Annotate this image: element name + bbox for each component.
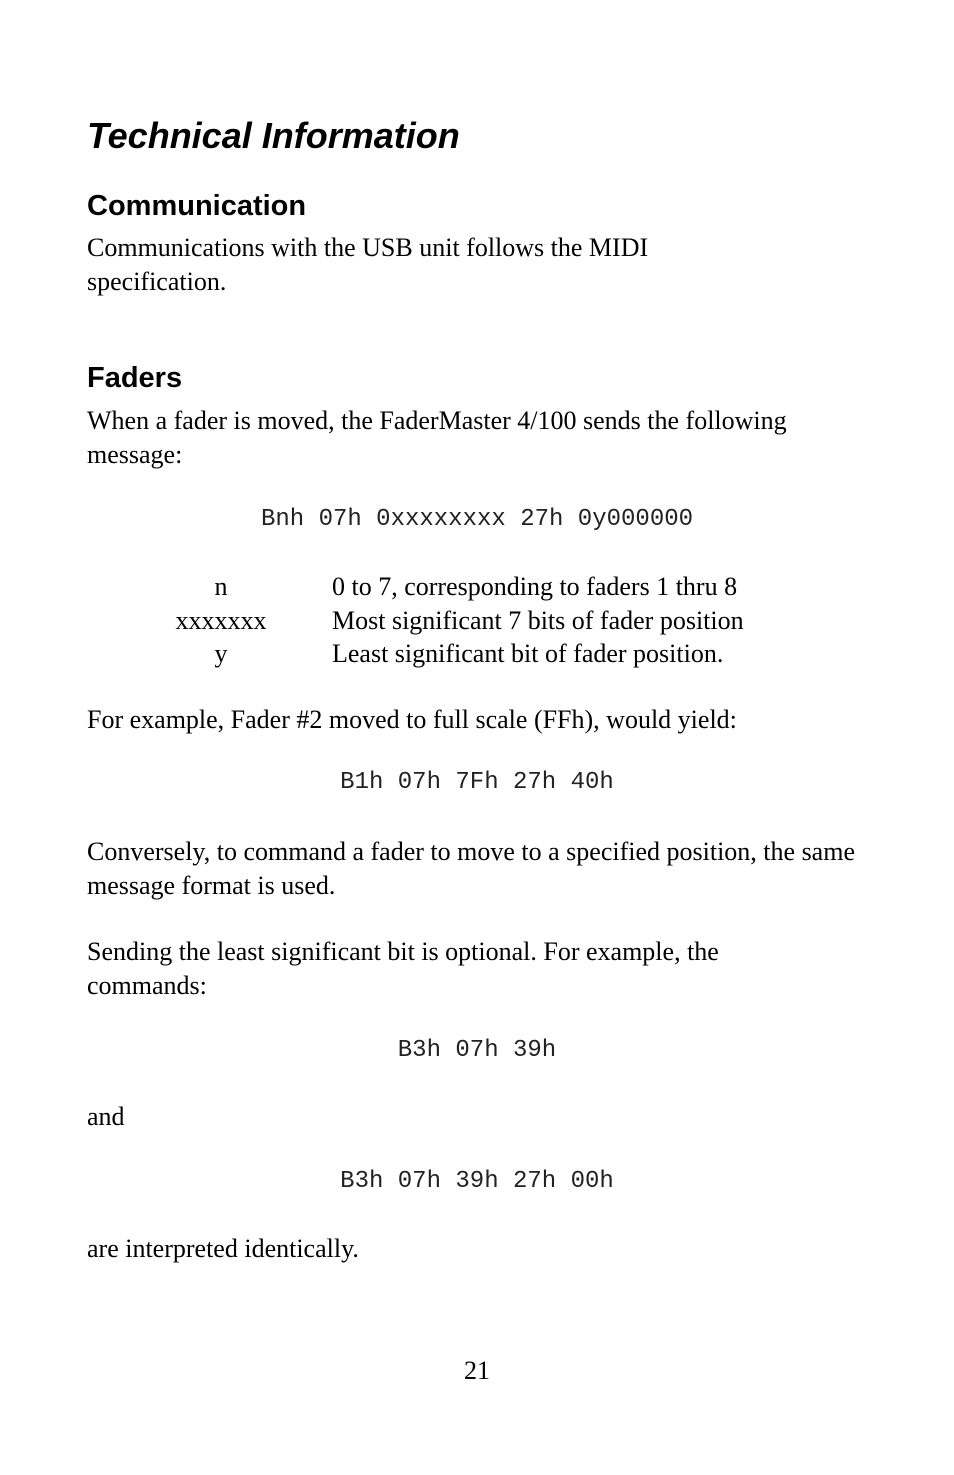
command-code-1: B3h 07h 39h [397,1037,557,1064]
and-text: and [87,1102,125,1131]
closing-paragraph: are interpreted identically. [87,1234,359,1263]
definitions-table [150,570,744,671]
communication-heading: Communication [87,190,307,222]
definition-row [150,570,744,604]
definition-row [150,604,744,638]
example-paragraph: For example, Fader #2 moved to full scale (FFh), would yield: [87,705,737,734]
definition-term: xxxxxxx [175,605,267,635]
page-title: Technical Information [87,115,460,156]
example-code: B1h 07h 7Fh 27h 40h [340,769,614,796]
faders-intro-paragraph: When a fader is moved, the FaderMaster 4/100 sends the following message: [87,406,787,469]
conversely-paragraph: Conversely, to command a fader to move to a specified position, the same message format is used. [87,837,855,900]
command-code-2: B3h 07h 39h 27h 00h [340,1168,614,1195]
lsb-paragraph: Sending the least significant bit is optional. For example, the commands: [87,937,719,1000]
definition-description: Most significant 7 bits of fader position [332,605,744,635]
definition-term: y [214,639,228,668]
faders-heading: Faders [87,362,183,394]
definition-row [150,637,744,671]
communication-paragraph: Communications with the USB unit follows the MIDI specification. [87,233,649,296]
definition-description: 0 to 7, corresponding to faders 1 thru 8 [332,572,738,601]
message-format-code: Bnh 07h 0xxxxxxxx 27h 0y000000 [260,506,694,533]
definition-term: n [214,572,228,601]
definition-description: Least significant bit of fader position. [332,639,724,668]
page-number: 21 [464,1356,490,1385]
